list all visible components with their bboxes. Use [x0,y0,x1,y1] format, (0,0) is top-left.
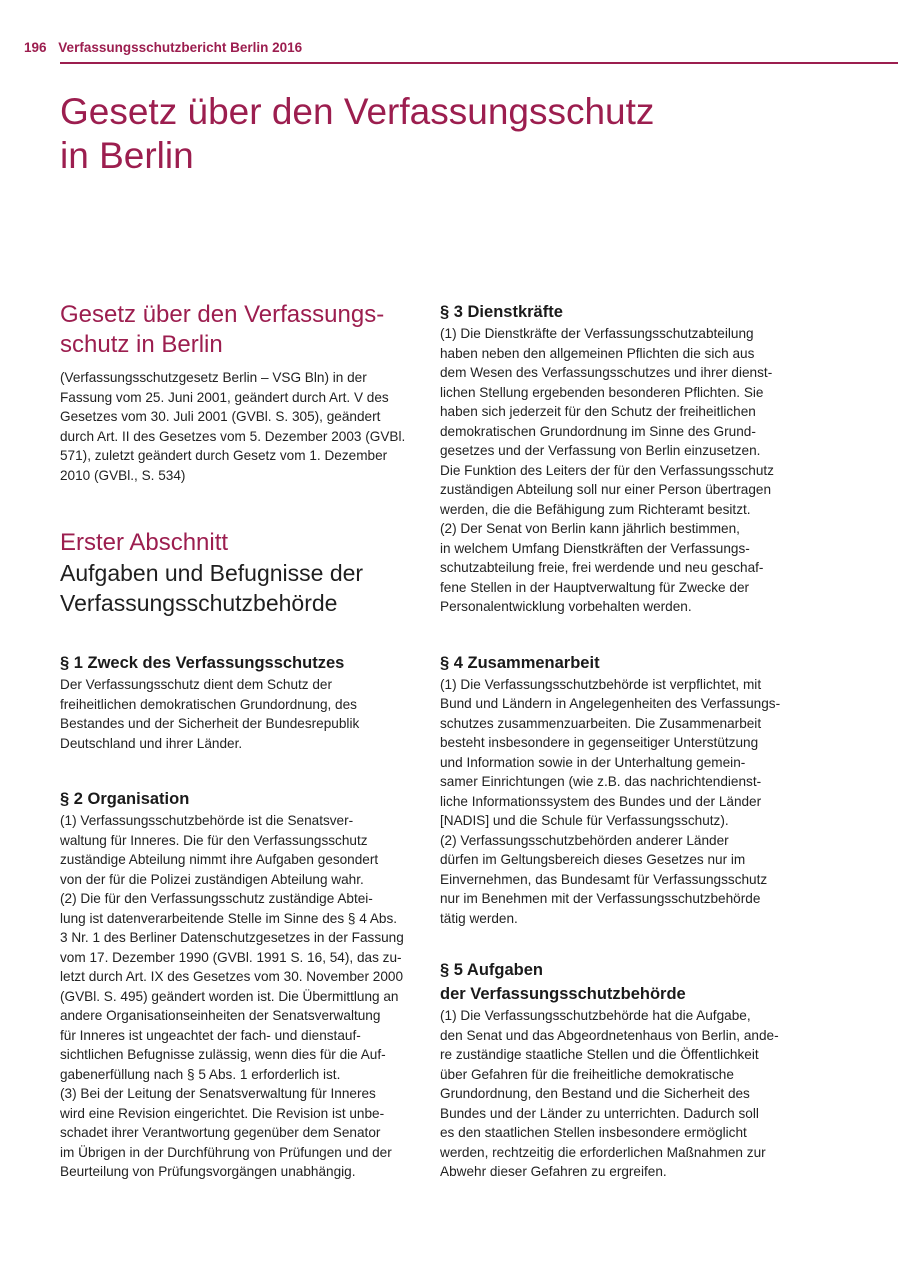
paragraph-heading-text: § 2 Organisation [60,790,190,808]
text-line: für Inneres ist ungeachtet der fach- und dienstauf- [60,1027,361,1043]
text-line: fene Stellen in der Hauptverwaltung für Zwecke der [440,579,750,595]
text-line: (GVBl. S. 495) geändert worden ist. Die Übermittlung an [60,988,399,1004]
paragraph-3-body [440,324,796,617]
text-line: 2010 (GVBl., S. 534) [60,467,186,483]
text-line: Abwehr dieser Gefahren zu ergreifen. [440,1164,667,1179]
text-line: es den staatlichen Stellen insbesondere ermöglicht [440,1125,747,1140]
text-line: dürfen im Geltungsbereich dieses Gesetzes nur im [440,852,746,867]
section-label-text: Erster Abschnitt [60,529,229,556]
text-line: Bundes und der Länder zu unterrichten. Dadurch soll [440,1105,759,1121]
page-title-line: Gesetz über den Verfassungsschutz [60,91,655,132]
text-line: re zuständige staatliche Stellen und die Öffentlichkeit [440,1047,759,1062]
text-line: demokratischen Grundordnung im Sinne des Grund- [440,423,756,439]
law-title-line: Gesetz über den Verfassungs- [60,301,385,328]
text-line: gabenerfüllung nach § 5 Abs. 1 erforderlich ist. [60,1066,341,1082]
text-line: den Senat und das Abgeordnetenhaus von Berlin, ande- [440,1027,779,1043]
text-line: Personalentwicklung vorbehalten werden. [440,599,692,614]
text-line: dem Wesen des Verfassungsschutzes und ihrer dienst- [440,365,773,380]
text-line: von der für die Polizei zuständigen Abteilung wahr. [60,871,364,887]
text-line: Bund und Ländern in Angelegenheiten des Verfassungs- [440,696,781,711]
law-source-note [60,368,412,485]
text-line: über Gefahren für die freiheitliche demokratische [440,1066,734,1082]
text-line: (Verfassungsschutzgesetz Berlin – VSG Bln) in der [60,370,367,385]
text-line: Grundordnung, den Bestand und die Sicherheit des [440,1086,750,1101]
paragraph-4-heading [440,651,796,675]
text-line: nur im Benehmen mit der Verfassungsschutzbehörde [440,891,761,906]
text-line: durch Art. II des Gesetzes vom 5. Dezember 2003 (GVBl. [60,428,406,444]
text-line: (2) Verfassungsschutzbehörden anderer Länder [440,832,729,848]
text-line: (1) Die Verfassungsschutzbehörde hat die Aufgabe, [440,1008,751,1023]
text-line: Der Verfassungsschutz dient dem Schutz der [60,677,333,692]
paragraph-2-heading [60,787,412,811]
text-line: sichtlichen Befugnisse zulässig, wenn dies für die Auf- [60,1047,386,1062]
left-column [60,300,412,1182]
text-line: (3) Bei der Leitung der Senatsverwaltung für Inneres [60,1086,376,1101]
text-line: schutzes zusammenzuarbeiten. Die Zusammenarbeit [440,715,762,731]
text-line: Einvernehmen, das Bundesamt für Verfassungsschutz [440,871,768,887]
text-line: [NADIS] und die Schule für Verfassungsschutz). [440,813,729,828]
paragraph-2-body [60,811,412,1182]
text-line: 3 Nr. 1 des Berliner Datenschutzgesetzes in der Fassung [60,930,404,945]
running-header [24,40,898,55]
text-line: vom 17. Dezember 1990 (GVBl. 1991 S. 16, 54), das zu- [60,949,402,965]
text-line: Fassung vom 25. Juni 2001, geändert durch Art. V des [60,389,389,405]
text-line: zuständige Abteilung nimmt ihre Aufgaben gesondert [60,852,379,867]
law-title [60,300,412,360]
page-title [60,90,820,178]
text-line: zuständigen Abteilung soll nur einer Person übertragen [440,482,772,497]
right-column [440,300,796,1182]
text-line: werden, die die Befähigung zum Richteramt besitzt. [440,501,751,517]
page-number: 196 [24,40,47,55]
text-line: liche Informationssystem des Bundes und der Länder [440,793,762,809]
paragraph-4-body [440,675,796,929]
text-line: im Übrigen in der Durchführung von Prüfungen und der [60,1144,392,1160]
law-title-line: schutz in Berlin [60,331,223,358]
text-line: freiheitlichen demokratischen Grundordnung, des [60,696,357,712]
header-rule [60,62,898,64]
text-line: samer Einrichtungen (wie z.B. das nachrichtendienst- [440,774,762,789]
text-line: in welchem Umfang Dienstkräften der Verfassungs- [440,540,750,556]
text-line: lung ist datenverarbeitende Stelle im Sinne des § 4 Abs. [60,910,398,926]
text-line: tätig werden. [440,910,518,926]
text-line: (1) Die Verfassungsschutzbehörde ist verpflichtet, mit [440,676,762,692]
section-title-line: Aufgaben und Befugnisse der [60,560,364,586]
text-line: (1) Verfassungsschutzbehörde ist die Senatsver- [60,813,354,828]
paragraph-heading-line: § 5 Aufgaben [440,961,543,979]
text-line: schadet ihrer Verantwortung gegenüber dem Senator [60,1125,381,1140]
paragraph-5-body [440,1006,796,1182]
paragraph-heading-text: § 3 Dienstkräfte [440,303,563,321]
text-line: gesetzes und der Verfassung von Berlin einzusetzen. [440,443,761,458]
text-line: waltung für Inneres. Die für den Verfassungsschutz [60,832,368,848]
text-line: letzt durch Art. IX des Gesetzes vom 30. November 2000 [60,969,404,984]
section-title-line: Verfassungsschutzbehörde [60,590,338,616]
text-line: (1) Die Dienstkräfte der Verfassungsschutzabteilung [440,326,754,341]
text-line: 571), zuletzt geändert durch Gesetz vom 1. Dezember [60,448,388,463]
text-line: Beurteilung von Prüfungsvorgängen unabhängig. [60,1164,356,1179]
text-line: andere Organisationseinheiten der Senatsverwaltung [60,1008,381,1023]
paragraph-heading-line: der Verfassungsschutzbehörde [440,985,686,1003]
text-line: schutzabteilung freie, frei werdende und neu geschaf- [440,560,764,575]
text-line: Deutschland und ihrer Länder. [60,735,243,751]
page-title-line: in Berlin [60,135,194,176]
paragraph-1-body [60,675,412,753]
paragraph-3-heading [440,300,796,324]
running-title: Verfassungsschutzbericht Berlin 2016 [58,40,303,55]
text-line: lichen Stellung ergebenden besonderen Pflichten. Sie [440,384,764,400]
paragraph-heading-text: § 4 Zusammenarbeit [440,653,600,672]
section-title [60,558,412,618]
text-line: und Information sowie in der Unterhaltung gemein- [440,754,746,770]
text-line: (2) Die für den Verfassungsschutz zuständige Abtei- [60,891,373,906]
paragraph-1-heading [60,651,412,675]
text-line: Gesetzes vom 30. Juli 2001 (GVBl. S. 305), geändert [60,409,381,424]
text-line: (2) Der Senat von Berlin kann jährlich bestimmen, [440,521,740,536]
text-line: wird eine Revision eingerichtet. Die Revision ist unbe- [60,1105,385,1121]
section-label [60,528,412,558]
text-line: haben sich jederzeit für den Schutz der freiheitlichen [440,404,756,419]
paragraph-5-heading [440,958,796,1006]
text-line: besteht insbesondere in gegenseitiger Unterstützung [440,735,759,750]
text-line: haben neben den allgemeinen Pflichten die sich aus [440,345,755,361]
paragraph-heading-text: § 1 Zweck des Verfassungsschutzes [60,654,345,672]
text-line: werden, rechtzeitig die erforderlichen Maßnahmen zur [440,1144,766,1160]
text-line: Die Funktion des Leiters der für den Verfassungsschutz [440,462,774,478]
text-line: Bestandes und der Sicherheit der Bundesrepublik [60,716,360,731]
